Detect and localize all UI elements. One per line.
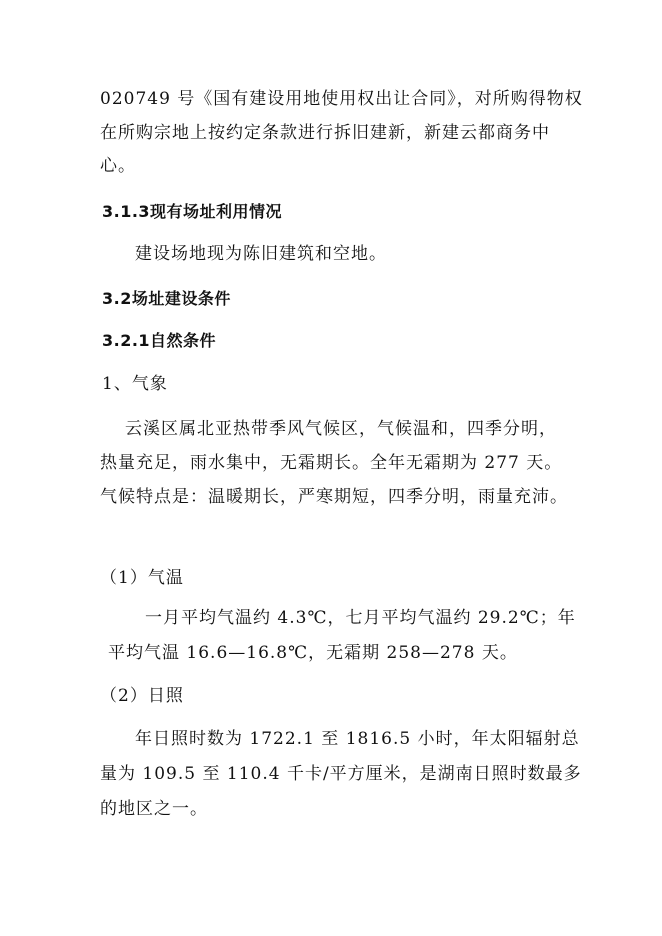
sunshine-paragraph-line-3: 的地区之一。: [100, 799, 208, 819]
sunshine-subheading: （2）日照: [100, 686, 184, 706]
sunshine-paragraph-line-2: 量为 109.5 至 110.4 千卡/平方厘米，是湖南日照时数最多: [100, 764, 582, 784]
climate-paragraph-line-1: 云溪区属北亚热带季风气候区，气候温和，四季分明，: [125, 419, 557, 439]
temperature-paragraph-line-2: 平均气温 16.6—16.8℃，无霜期 258—278 天。: [108, 643, 518, 663]
section-heading-3-1-3: 3.1.3现有场址利用情况: [102, 202, 283, 221]
temperature-paragraph-line-1: 一月平均气温约 4.3℃，七月平均气温约 29.2℃；年: [145, 608, 576, 628]
climate-paragraph-line-2: 热量充足，雨水集中，无霜期长。全年无霜期为 277 天。: [100, 453, 563, 473]
temperature-subheading: （1）气温: [100, 568, 184, 588]
section-heading-3-2: 3.2场址建设条件: [102, 289, 231, 308]
contract-paragraph-line-3: 心。: [100, 156, 136, 176]
section-heading-3-2-1: 3.2.1自然条件: [102, 331, 217, 350]
climate-paragraph-line-3: 气候特点是：温暖期长，严寒期短，四季分明，雨量充沛。: [100, 487, 568, 507]
contract-paragraph-line-1: 020749 号《国有建设用地使用权出让合同》，对所购得物权: [100, 89, 583, 109]
sunshine-paragraph-line-1: 年日照时数为 1722.1 至 1816.5 小时，年太阳辐射总: [135, 729, 580, 749]
weather-item-label: 1、气象: [102, 374, 168, 394]
contract-paragraph-line-2: 在所购宗地上按约定条款进行拆旧建新，新建云都商务中: [100, 123, 550, 143]
site-paragraph: 建设场地现为陈旧建筑和空地。: [135, 244, 387, 264]
